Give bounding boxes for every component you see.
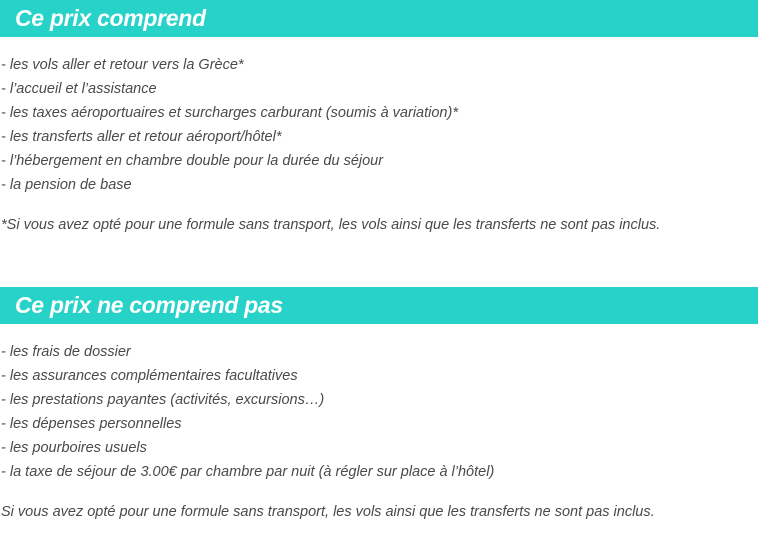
list-item: - l’accueil et l’assistance [1, 81, 157, 97]
included-header [0, 0, 758, 37]
list-item: - les transferts aller et retour aéroport/hôtel* [1, 129, 282, 145]
list-item: - les assurances complémentaires facultatives [1, 368, 298, 384]
included-section [0, 0, 758, 235]
list-item: - les taxes aéroportuaires et surcharges carburant (soumis à variation)* [1, 105, 458, 121]
excluded-header [0, 287, 758, 324]
list-item: - les vols aller et retour vers la Grèce* [1, 57, 244, 73]
list-item: - les pourboires usuels [1, 440, 147, 456]
included-list [0, 53, 758, 197]
excluded-section [0, 287, 758, 522]
included-title: Ce prix comprend [15, 5, 206, 31]
list-item: - les frais de dossier [1, 344, 131, 360]
excluded-note: Si vous avez opté pour une formule sans transport, les vols ainsi que les transferts ne sont pas inclus. [1, 504, 655, 520]
list-item: - les dépenses personnelles [1, 416, 182, 432]
list-item: - les prestations payantes (activités, excursions…) [1, 392, 325, 408]
list-item: - la taxe de séjour de 3.00€ par chambre par nuit (à régler sur place à l’hôtel) [1, 464, 495, 480]
excluded-list [0, 340, 758, 484]
included-note: *Si vous avez opté pour une formule sans transport, les vols ainsi que les transferts ne sont pas inclus. [1, 217, 661, 233]
excluded-title: Ce prix ne comprend pas [15, 292, 283, 318]
list-item: - l’hébergement en chambre double pour la durée du séjour [1, 153, 384, 169]
list-item: - la pension de base [1, 177, 132, 193]
